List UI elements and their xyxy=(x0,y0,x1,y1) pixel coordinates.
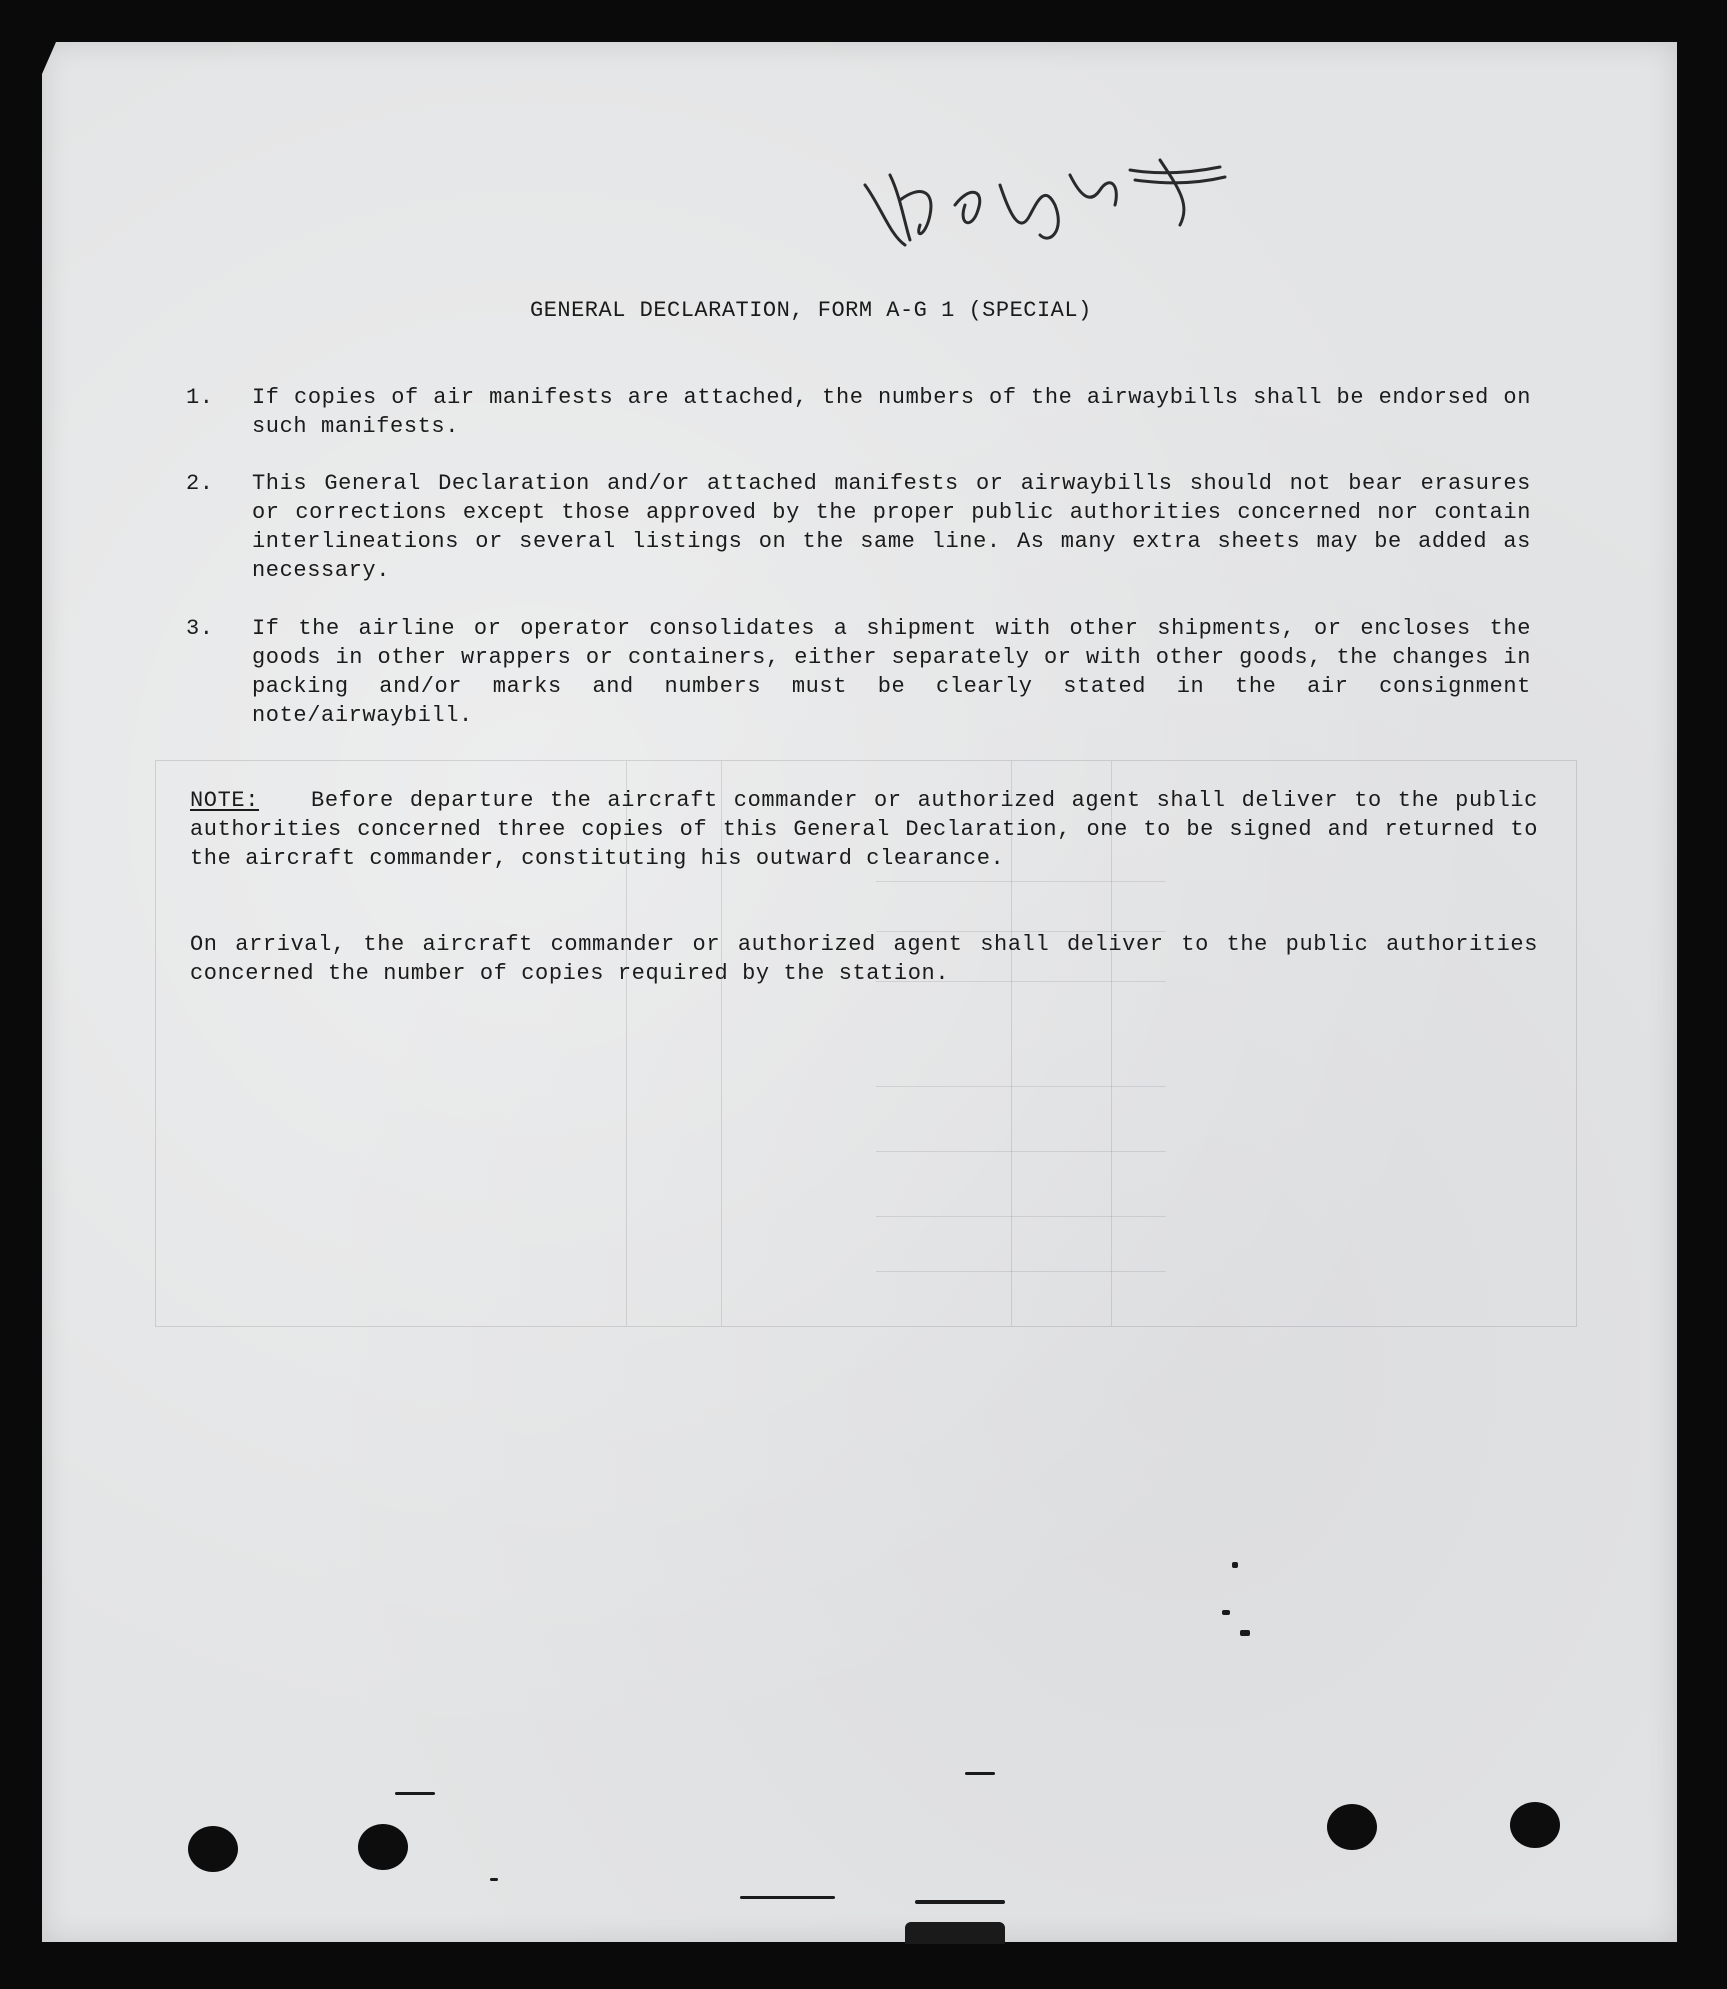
handwritten-signature xyxy=(860,145,1290,255)
scan-speck xyxy=(1240,1630,1250,1636)
punch-hole xyxy=(358,1824,408,1870)
item-text: If copies of air manifests are attached, the numbers of the airwaybills shall be endorsed on such manifests. xyxy=(252,385,1531,439)
scan-speck xyxy=(395,1792,435,1795)
instruction-item-3 xyxy=(186,614,1531,730)
item-number: 1. xyxy=(186,385,214,410)
scan-speck xyxy=(490,1878,498,1881)
note-text: Before departure the aircraft commander or authorized agent shall deliver to the public authorities concerned three copies of this General Declaration, one to be signed and returned to the aircraft commander, constituting his outward clearance. xyxy=(190,788,1538,871)
document-title: GENERAL DECLARATION, FORM A-G 1 (SPECIAL) xyxy=(530,298,1092,323)
scan-speck xyxy=(1232,1562,1238,1568)
item-number: 2. xyxy=(186,471,214,496)
scan-speck xyxy=(1222,1610,1230,1615)
punch-hole xyxy=(188,1826,238,1872)
instruction-item-1 xyxy=(186,383,1531,441)
scan-speck xyxy=(965,1772,995,1775)
scan-speck xyxy=(915,1900,1005,1904)
arrival-paragraph: On arrival, the aircraft commander or authorized agent shall deliver to the public authorities concerned the number of copies required by the station. xyxy=(190,932,1538,986)
item-text: This General Declaration and/or attached manifests or airwaybills should not bear erasures or corrections except those approved by the proper public authorities concerned nor contain interlineations or several listings on the same line. As many extra sheets may be added as necessary. xyxy=(252,471,1531,583)
note-label: NOTE: xyxy=(190,788,260,813)
punch-hole xyxy=(1510,1802,1560,1848)
note-paragraph xyxy=(190,786,1538,873)
item-number: 3. xyxy=(186,616,214,641)
instruction-item-2 xyxy=(186,469,1531,585)
punch-hole xyxy=(1327,1804,1377,1850)
folded-corner xyxy=(42,42,56,74)
scan-speck xyxy=(905,1922,1005,1944)
item-text: If the airline or operator consolidates a shipment with other shipments, or encloses the goods in other wrappers or containers, either separately or with other goods, the changes in packing and/or marks and numbers must be clearly stated in the air consignment note/airwaybill. xyxy=(252,616,1531,728)
scan-speck xyxy=(740,1896,835,1899)
